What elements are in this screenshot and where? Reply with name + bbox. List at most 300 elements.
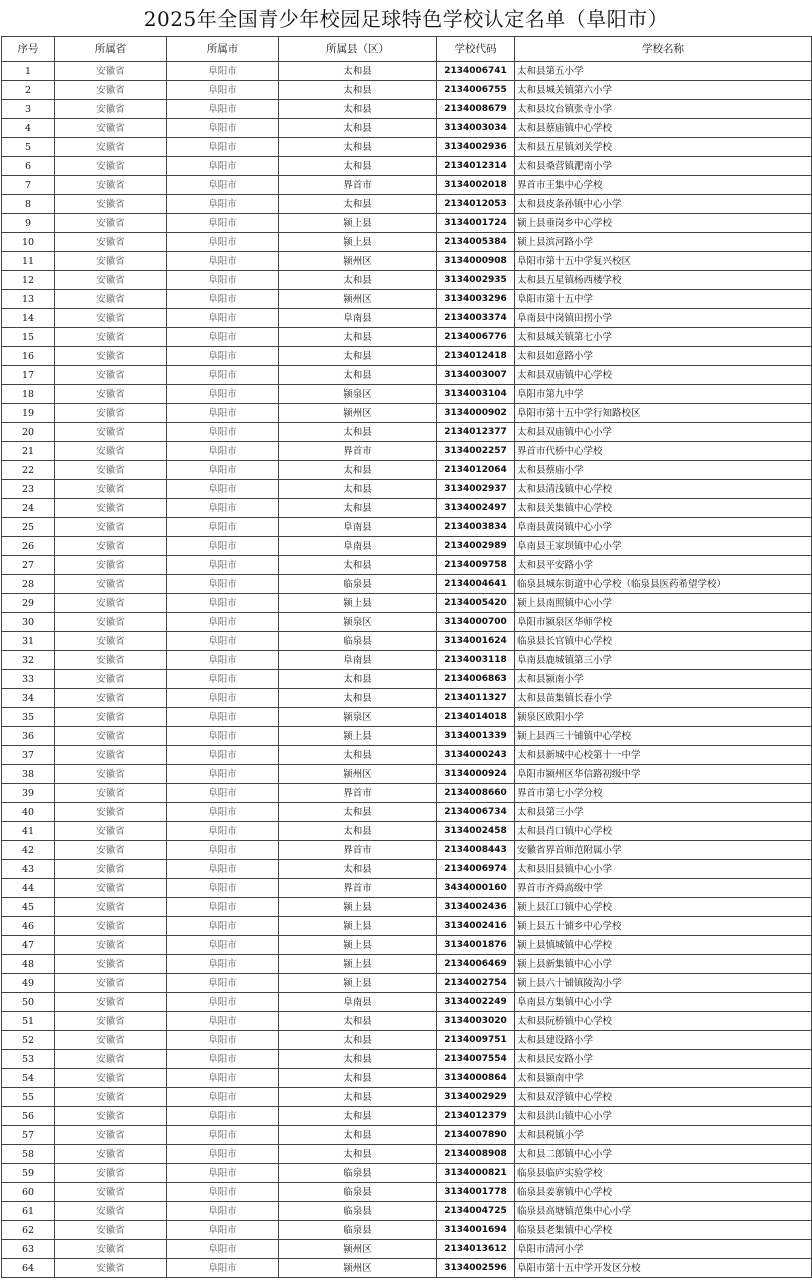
cell-province: 安徽省 [55, 233, 167, 252]
cell-city: 阜阳市 [167, 119, 279, 138]
cell-index: 2 [2, 81, 55, 100]
cell-school-code: 3134000902 [437, 404, 515, 423]
cell-school-code: 2134003118 [437, 651, 515, 670]
table-row [2, 290, 812, 309]
cell-school-name: 界首市王集中心学校 [515, 176, 812, 195]
cell-index: 27 [2, 556, 55, 575]
cell-county: 颍上县 [279, 974, 437, 993]
cell-county: 界首市 [279, 442, 437, 461]
cell-county: 太和县 [279, 328, 437, 347]
table-row [2, 1031, 812, 1050]
cell-index: 23 [2, 480, 55, 499]
cell-city: 阜阳市 [167, 1088, 279, 1107]
cell-province: 安徽省 [55, 176, 167, 195]
cell-province: 安徽省 [55, 879, 167, 898]
cell-province: 安徽省 [55, 822, 167, 841]
cell-province: 安徽省 [55, 1031, 167, 1050]
cell-province: 安徽省 [55, 594, 167, 613]
cell-index: 59 [2, 1164, 55, 1183]
cell-county: 阜南县 [279, 309, 437, 328]
cell-county: 颍泉区 [279, 385, 437, 404]
cell-county: 太和县 [279, 822, 437, 841]
cell-city: 阜阳市 [167, 404, 279, 423]
col-header-province: 所属省 [55, 37, 167, 62]
table-row [2, 195, 812, 214]
cell-county: 颍州区 [279, 1240, 437, 1259]
table-row [2, 385, 812, 404]
cell-county: 太和县 [279, 670, 437, 689]
table-row [2, 879, 812, 898]
cell-city: 阜阳市 [167, 708, 279, 727]
cell-province: 安徽省 [55, 556, 167, 575]
cell-index: 10 [2, 233, 55, 252]
cell-city: 阜阳市 [167, 1240, 279, 1259]
cell-city: 阜阳市 [167, 1012, 279, 1031]
cell-city: 阜阳市 [167, 917, 279, 936]
cell-county: 颍州区 [279, 1259, 437, 1278]
cell-index: 41 [2, 822, 55, 841]
cell-province: 安徽省 [55, 1145, 167, 1164]
cell-province: 安徽省 [55, 1240, 167, 1259]
cell-school-code: 3434000160 [437, 879, 515, 898]
cell-school-name: 太和县第三小学 [515, 803, 812, 822]
cell-province: 安徽省 [55, 1164, 167, 1183]
cell-province: 安徽省 [55, 898, 167, 917]
cell-school-name: 太和县五星镇杨西楼学校 [515, 271, 812, 290]
cell-province: 安徽省 [55, 670, 167, 689]
cell-county: 太和县 [279, 366, 437, 385]
cell-province: 安徽省 [55, 442, 167, 461]
cell-province: 安徽省 [55, 62, 167, 81]
cell-school-name: 颍上县江口镇中心学校 [515, 898, 812, 917]
cell-school-code: 2134012314 [437, 157, 515, 176]
cell-city: 阜阳市 [167, 955, 279, 974]
table-row [2, 176, 812, 195]
cell-school-code: 3134001339 [437, 727, 515, 746]
cell-county: 临泉县 [279, 575, 437, 594]
cell-county: 太和县 [279, 499, 437, 518]
cell-index: 63 [2, 1240, 55, 1259]
table-row [2, 518, 812, 537]
cell-county: 太和县 [279, 1031, 437, 1050]
cell-county: 颍上县 [279, 898, 437, 917]
cell-city: 阜阳市 [167, 727, 279, 746]
cell-city: 阜阳市 [167, 746, 279, 765]
cell-school-name: 太和县颍南中学 [515, 1069, 812, 1088]
cell-index: 52 [2, 1031, 55, 1050]
cell-school-code: 2134006741 [437, 62, 515, 81]
cell-province: 安徽省 [55, 708, 167, 727]
cell-county: 界首市 [279, 784, 437, 803]
cell-city: 阜阳市 [167, 423, 279, 442]
cell-school-name: 临泉县姜寨镇中心学校 [515, 1183, 812, 1202]
cell-school-name: 太和县关集镇中心学校 [515, 499, 812, 518]
table-row [2, 81, 812, 100]
cell-school-name: 太和县双浮镇中心学校 [515, 1088, 812, 1107]
cell-county: 颍上县 [279, 214, 437, 233]
table-row [2, 271, 812, 290]
table-row [2, 499, 812, 518]
cell-province: 安徽省 [55, 1012, 167, 1031]
cell-school-name: 太和县第五小学 [515, 62, 812, 81]
cell-province: 安徽省 [55, 1050, 167, 1069]
cell-city: 阜阳市 [167, 1164, 279, 1183]
cell-county: 太和县 [279, 119, 437, 138]
cell-province: 安徽省 [55, 803, 167, 822]
cell-province: 安徽省 [55, 917, 167, 936]
table-row [2, 1107, 812, 1126]
cell-school-name: 临泉县长官镇中心学校 [515, 632, 812, 651]
cell-index: 31 [2, 632, 55, 651]
cell-province: 安徽省 [55, 936, 167, 955]
cell-county: 颍泉区 [279, 708, 437, 727]
cell-province: 安徽省 [55, 328, 167, 347]
cell-school-code: 2134009758 [437, 556, 515, 575]
cell-school-name: 颍上县滨河路小学 [515, 233, 812, 252]
cell-county: 太和县 [279, 461, 437, 480]
cell-index: 21 [2, 442, 55, 461]
cell-province: 安徽省 [55, 1069, 167, 1088]
cell-index: 17 [2, 366, 55, 385]
cell-city: 阜阳市 [167, 309, 279, 328]
cell-school-name: 太和县肖口镇中心学校 [515, 822, 812, 841]
cell-county: 阜南县 [279, 993, 437, 1012]
cell-index: 30 [2, 613, 55, 632]
table-row [2, 955, 812, 974]
cell-school-code: 2134004641 [437, 575, 515, 594]
cell-city: 阜阳市 [167, 632, 279, 651]
cell-city: 阜阳市 [167, 993, 279, 1012]
cell-county: 颍上县 [279, 917, 437, 936]
cell-county: 太和县 [279, 689, 437, 708]
table-row [2, 1164, 812, 1183]
cell-city: 阜阳市 [167, 62, 279, 81]
table-row [2, 1126, 812, 1145]
cell-school-code: 2134008443 [437, 841, 515, 860]
cell-county: 临泉县 [279, 1202, 437, 1221]
cell-province: 安徽省 [55, 613, 167, 632]
table-row [2, 803, 812, 822]
cell-province: 安徽省 [55, 119, 167, 138]
table-row [2, 993, 812, 1012]
table-row [2, 651, 812, 670]
cell-index: 60 [2, 1183, 55, 1202]
cell-school-code: 2134014018 [437, 708, 515, 727]
cell-city: 阜阳市 [167, 898, 279, 917]
cell-school-code: 3134002929 [437, 1088, 515, 1107]
cell-province: 安徽省 [55, 1088, 167, 1107]
cell-province: 安徽省 [55, 632, 167, 651]
cell-city: 阜阳市 [167, 974, 279, 993]
cell-index: 46 [2, 917, 55, 936]
col-header-school-name: 学校名称 [515, 37, 812, 62]
cell-school-code: 3134003007 [437, 366, 515, 385]
cell-province: 安徽省 [55, 1183, 167, 1202]
cell-index: 14 [2, 309, 55, 328]
cell-county: 阜南县 [279, 651, 437, 670]
cell-school-code: 2134008908 [437, 1145, 515, 1164]
cell-city: 阜阳市 [167, 556, 279, 575]
cell-school-name: 太和县双庙镇中心小学 [515, 423, 812, 442]
cell-city: 阜阳市 [167, 385, 279, 404]
cell-school-name: 太和县蔡庙镇中心学校 [515, 119, 812, 138]
table-row [2, 1221, 812, 1240]
cell-index: 13 [2, 290, 55, 309]
cell-school-code: 2134008679 [437, 100, 515, 119]
cell-school-code: 2134012053 [437, 195, 515, 214]
cell-school-code: 2134006974 [437, 860, 515, 879]
table-row [2, 404, 812, 423]
cell-county: 太和县 [279, 1107, 437, 1126]
cell-index: 32 [2, 651, 55, 670]
cell-school-name: 颍上县新集镇中心小学 [515, 955, 812, 974]
cell-province: 安徽省 [55, 347, 167, 366]
cell-city: 阜阳市 [167, 1183, 279, 1202]
cell-school-code: 3134002436 [437, 898, 515, 917]
cell-school-code: 3134000864 [437, 1069, 515, 1088]
table-row [2, 1202, 812, 1221]
table-row [2, 309, 812, 328]
cell-school-code: 2134012418 [437, 347, 515, 366]
cell-school-code: 3134003034 [437, 119, 515, 138]
cell-index: 33 [2, 670, 55, 689]
cell-city: 阜阳市 [167, 480, 279, 499]
table-row [2, 480, 812, 499]
cell-county: 临泉县 [279, 1164, 437, 1183]
table-row [2, 727, 812, 746]
cell-school-code: 2134006863 [437, 670, 515, 689]
cell-school-name: 颍上县六十铺镇陵沟小学 [515, 974, 812, 993]
cell-province: 安徽省 [55, 784, 167, 803]
table-row [2, 841, 812, 860]
cell-school-name: 阜阳市第十五中学 [515, 290, 812, 309]
cell-county: 太和县 [279, 157, 437, 176]
cell-index: 9 [2, 214, 55, 233]
cell-city: 阜阳市 [167, 233, 279, 252]
table-row [2, 613, 812, 632]
cell-province: 安徽省 [55, 765, 167, 784]
cell-province: 安徽省 [55, 195, 167, 214]
cell-school-code: 2134008660 [437, 784, 515, 803]
cell-index: 48 [2, 955, 55, 974]
cell-school-code: 2134006755 [437, 81, 515, 100]
col-header-school-code: 学校代码 [437, 37, 515, 62]
cell-county: 颍上县 [279, 955, 437, 974]
cell-index: 4 [2, 119, 55, 138]
cell-county: 太和县 [279, 195, 437, 214]
table-row [2, 860, 812, 879]
cell-province: 安徽省 [55, 727, 167, 746]
cell-index: 8 [2, 195, 55, 214]
cell-city: 阜阳市 [167, 157, 279, 176]
cell-index: 15 [2, 328, 55, 347]
cell-index: 16 [2, 347, 55, 366]
cell-county: 太和县 [279, 1012, 437, 1031]
cell-city: 阜阳市 [167, 1050, 279, 1069]
cell-city: 阜阳市 [167, 1259, 279, 1278]
table-row [2, 214, 812, 233]
cell-province: 安徽省 [55, 157, 167, 176]
table-row [2, 556, 812, 575]
cell-school-code: 2134003834 [437, 518, 515, 537]
cell-county: 太和县 [279, 480, 437, 499]
cell-city: 阜阳市 [167, 366, 279, 385]
cell-index: 5 [2, 138, 55, 157]
cell-index: 28 [2, 575, 55, 594]
cell-province: 安徽省 [55, 404, 167, 423]
cell-index: 43 [2, 860, 55, 879]
cell-school-name: 颍上县南照镇中心小学 [515, 594, 812, 613]
table-row [2, 138, 812, 157]
cell-index: 7 [2, 176, 55, 195]
table-row [2, 1183, 812, 1202]
cell-city: 阜阳市 [167, 1221, 279, 1240]
table-body [2, 62, 812, 1278]
table-header-row [2, 37, 812, 62]
cell-city: 阜阳市 [167, 81, 279, 100]
cell-city: 阜阳市 [167, 176, 279, 195]
cell-index: 37 [2, 746, 55, 765]
table-row [2, 62, 812, 81]
cell-county: 太和县 [279, 1145, 437, 1164]
cell-school-name: 颍上县慎城镇中心学校 [515, 936, 812, 955]
cell-school-name: 太和县建设路小学 [515, 1031, 812, 1050]
cell-index: 11 [2, 252, 55, 271]
cell-school-name: 太和县平安路小学 [515, 556, 812, 575]
cell-school-code: 2134006469 [437, 955, 515, 974]
cell-county: 太和县 [279, 556, 437, 575]
cell-city: 阜阳市 [167, 803, 279, 822]
cell-county: 阜南县 [279, 537, 437, 556]
cell-city: 阜阳市 [167, 651, 279, 670]
cell-school-code: 3134002018 [437, 176, 515, 195]
table-row [2, 784, 812, 803]
table-row [2, 917, 812, 936]
table-row [2, 157, 812, 176]
cell-index: 53 [2, 1050, 55, 1069]
cell-school-code: 2134004725 [437, 1202, 515, 1221]
cell-index: 36 [2, 727, 55, 746]
cell-school-name: 阜南县王家坝镇中心小学 [515, 537, 812, 556]
cell-county: 太和县 [279, 62, 437, 81]
cell-school-name: 太和县清浅镇中心学校 [515, 480, 812, 499]
cell-index: 12 [2, 271, 55, 290]
cell-county: 太和县 [279, 271, 437, 290]
cell-county: 阜南县 [279, 518, 437, 537]
cell-school-name: 阜南县黄岗镇中心小学 [515, 518, 812, 537]
cell-province: 安徽省 [55, 955, 167, 974]
table-row [2, 708, 812, 727]
cell-school-code: 3134002458 [437, 822, 515, 841]
cell-city: 阜阳市 [167, 1031, 279, 1050]
cell-school-code: 3134001876 [437, 936, 515, 955]
cell-school-code: 3134001694 [437, 1221, 515, 1240]
cell-city: 阜阳市 [167, 1107, 279, 1126]
cell-school-code: 3134000243 [437, 746, 515, 765]
cell-county: 临泉县 [279, 1221, 437, 1240]
cell-city: 阜阳市 [167, 499, 279, 518]
table-row [2, 1012, 812, 1031]
table-row [2, 936, 812, 955]
cell-school-code: 3134000924 [437, 765, 515, 784]
cell-school-name: 颍泉区欧阳小学 [515, 708, 812, 727]
cell-school-code: 3134001778 [437, 1183, 515, 1202]
cell-province: 安徽省 [55, 461, 167, 480]
cell-school-name: 界首市齐舜高级中学 [515, 879, 812, 898]
cell-county: 临泉县 [279, 632, 437, 651]
cell-school-name: 太和县颍南小学 [515, 670, 812, 689]
cell-province: 安徽省 [55, 746, 167, 765]
cell-index: 1 [2, 62, 55, 81]
cell-city: 阜阳市 [167, 138, 279, 157]
cell-index: 18 [2, 385, 55, 404]
cell-county: 界首市 [279, 879, 437, 898]
cell-city: 阜阳市 [167, 841, 279, 860]
cell-city: 阜阳市 [167, 765, 279, 784]
cell-province: 安徽省 [55, 518, 167, 537]
cell-index: 44 [2, 879, 55, 898]
cell-school-code: 3134001724 [437, 214, 515, 233]
document-title: 2025年全国青少年校园足球特色学校认定名单（阜阳市） [143, 7, 669, 31]
cell-city: 阜阳市 [167, 252, 279, 271]
cell-school-code: 3134002937 [437, 480, 515, 499]
cell-province: 安徽省 [55, 537, 167, 556]
cell-county: 太和县 [279, 1050, 437, 1069]
col-header-county: 所属县（区） [279, 37, 437, 62]
cell-school-name: 阜阳市清河小学 [515, 1240, 812, 1259]
cell-province: 安徽省 [55, 651, 167, 670]
table-row [2, 442, 812, 461]
cell-province: 安徽省 [55, 271, 167, 290]
cell-school-name: 阜阳市第九中学 [515, 385, 812, 404]
cell-city: 阜阳市 [167, 879, 279, 898]
table-row [2, 746, 812, 765]
cell-county: 颍上县 [279, 233, 437, 252]
cell-county: 颍州区 [279, 252, 437, 271]
cell-index: 56 [2, 1107, 55, 1126]
cell-city: 阜阳市 [167, 518, 279, 537]
cell-province: 安徽省 [55, 841, 167, 860]
cell-school-name: 阜阳市颍州区华信路初级中学 [515, 765, 812, 784]
cell-county: 太和县 [279, 81, 437, 100]
cell-school-code: 3134000821 [437, 1164, 515, 1183]
cell-index: 55 [2, 1088, 55, 1107]
cell-province: 安徽省 [55, 1221, 167, 1240]
cell-city: 阜阳市 [167, 290, 279, 309]
cell-school-name: 太和县皮条孙镇中心小学 [515, 195, 812, 214]
cell-school-name: 太和县新城中心校第十一中学 [515, 746, 812, 765]
cell-county: 颍州区 [279, 404, 437, 423]
table-row [2, 1050, 812, 1069]
cell-county: 临泉县 [279, 1183, 437, 1202]
cell-province: 安徽省 [55, 423, 167, 442]
cell-school-code: 2134005420 [437, 594, 515, 613]
cell-school-code: 2134012379 [437, 1107, 515, 1126]
cell-school-code: 3134002935 [437, 271, 515, 290]
table-row [2, 1259, 812, 1278]
cell-province: 安徽省 [55, 974, 167, 993]
cell-school-code: 2134012064 [437, 461, 515, 480]
cell-school-code: 2134007554 [437, 1050, 515, 1069]
cell-school-name: 太和县城关镇第七小学 [515, 328, 812, 347]
table-row [2, 898, 812, 917]
cell-province: 安徽省 [55, 385, 167, 404]
cell-city: 阜阳市 [167, 613, 279, 632]
cell-city: 阜阳市 [167, 670, 279, 689]
cell-school-code: 2134013612 [437, 1240, 515, 1259]
cell-school-name: 太和县旧县镇中心小学 [515, 860, 812, 879]
table-row [2, 233, 812, 252]
